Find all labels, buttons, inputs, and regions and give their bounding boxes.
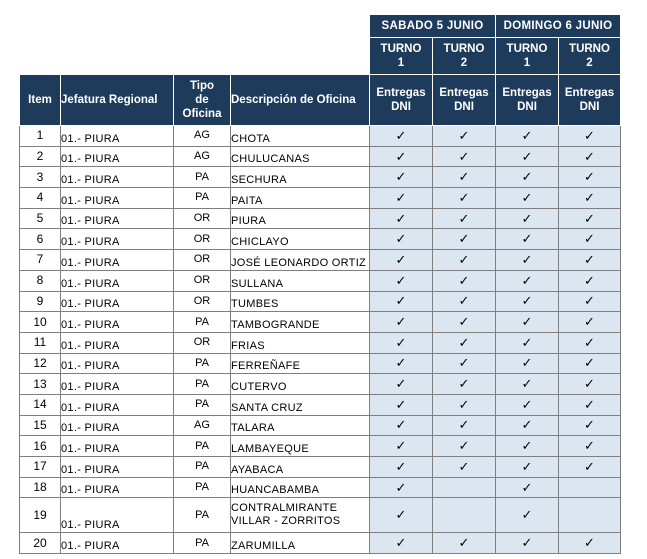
descripcion-cell: TUMBES	[231, 291, 370, 312]
check-icon: ✓	[370, 415, 433, 436]
jefatura-cell: 01.- PIURA	[61, 312, 174, 333]
check-icon: ✓	[496, 498, 559, 533]
column-header-row	[20, 75, 621, 126]
header-entregas: Entregas DNI	[433, 75, 496, 126]
table-row	[20, 250, 621, 271]
turno-header: TURNO 1	[496, 38, 559, 75]
table-row	[20, 374, 621, 395]
check-icon: ✓	[433, 188, 496, 209]
check-icon: ✓	[559, 332, 621, 353]
descripcion-cell: CUTERVO	[231, 374, 370, 395]
check-icon: ✓	[559, 312, 621, 333]
descripcion-cell: ZARUMILLA	[231, 533, 370, 554]
descripcion-cell: PIURA	[231, 208, 370, 229]
check-icon: ✓	[496, 291, 559, 312]
check-icon: ✓	[496, 270, 559, 291]
check-icon: ✓	[559, 291, 621, 312]
table-row	[20, 394, 621, 415]
check-icon: ✓	[559, 374, 621, 395]
tipo-cell: PA	[174, 533, 231, 554]
check-icon: ✓	[433, 415, 496, 436]
empty-check-cell	[433, 498, 496, 533]
jefatura-cell: 01.- PIURA	[61, 167, 174, 188]
item-number: 4	[20, 188, 61, 209]
item-number: 11	[20, 332, 61, 353]
item-number: 13	[20, 374, 61, 395]
jefatura-cell: 01.- PIURA	[61, 498, 174, 533]
check-icon: ✓	[496, 353, 559, 374]
check-icon: ✓	[559, 436, 621, 457]
header-entregas: Entregas DNI	[559, 75, 621, 126]
tipo-cell: PA	[174, 436, 231, 457]
check-icon: ✓	[433, 312, 496, 333]
check-icon: ✓	[433, 146, 496, 167]
check-icon: ✓	[433, 126, 496, 147]
table-row	[20, 457, 621, 478]
check-icon: ✓	[370, 477, 433, 498]
date-header-saturday: SABADO 5 JUNIO	[370, 15, 496, 38]
table-row	[20, 312, 621, 333]
check-icon: ✓	[496, 188, 559, 209]
jefatura-cell: 01.- PIURA	[61, 146, 174, 167]
turno-header: TURNO 1	[370, 38, 433, 75]
check-icon: ✓	[370, 457, 433, 478]
table-row	[20, 436, 621, 457]
jefatura-cell: 01.- PIURA	[61, 332, 174, 353]
table-row	[20, 415, 621, 436]
check-icon: ✓	[559, 353, 621, 374]
table-row	[20, 353, 621, 374]
table-row	[20, 208, 621, 229]
empty-check-cell	[559, 498, 621, 533]
check-icon: ✓	[370, 250, 433, 271]
check-icon: ✓	[496, 126, 559, 147]
check-icon: ✓	[496, 457, 559, 478]
jefatura-cell: 01.- PIURA	[61, 188, 174, 209]
check-icon: ✓	[496, 477, 559, 498]
descripcion-cell: FERREÑAFE	[231, 353, 370, 374]
descripcion-cell: JOSÉ LEONARDO ORTIZ	[231, 250, 370, 271]
check-icon: ✓	[370, 533, 433, 554]
check-icon: ✓	[433, 167, 496, 188]
turno-header: TURNO 2	[559, 38, 621, 75]
item-number: 19	[20, 498, 61, 533]
check-icon: ✓	[433, 374, 496, 395]
empty-check-cell	[433, 477, 496, 498]
check-icon: ✓	[496, 533, 559, 554]
check-icon: ✓	[370, 436, 433, 457]
item-number: 5	[20, 208, 61, 229]
table-row	[20, 291, 621, 312]
tipo-cell: OR	[174, 332, 231, 353]
tipo-cell: AG	[174, 146, 231, 167]
table-row	[20, 188, 621, 209]
item-number: 9	[20, 291, 61, 312]
blank-corner	[20, 38, 370, 75]
empty-check-cell	[559, 477, 621, 498]
item-number: 3	[20, 167, 61, 188]
descripcion-cell: AYABACA	[231, 457, 370, 478]
item-number: 16	[20, 436, 61, 457]
tipo-cell: PA	[174, 167, 231, 188]
jefatura-cell: 01.- PIURA	[61, 229, 174, 250]
check-icon: ✓	[496, 208, 559, 229]
check-icon: ✓	[433, 353, 496, 374]
descripcion-cell: PAITA	[231, 188, 370, 209]
check-icon: ✓	[559, 415, 621, 436]
check-icon: ✓	[559, 394, 621, 415]
tipo-cell: PA	[174, 498, 231, 533]
tipo-cell: PA	[174, 477, 231, 498]
item-number: 17	[20, 457, 61, 478]
blank-corner	[20, 15, 370, 38]
header-entregas: Entregas DNI	[496, 75, 559, 126]
check-icon: ✓	[370, 353, 433, 374]
item-number: 10	[20, 312, 61, 333]
table-row	[20, 126, 621, 147]
tipo-cell: OR	[174, 208, 231, 229]
jefatura-cell: 01.- PIURA	[61, 126, 174, 147]
table-row	[20, 477, 621, 498]
header-descripcion: Descripción de Oficina	[231, 75, 370, 126]
check-icon: ✓	[559, 188, 621, 209]
tipo-cell: PA	[174, 312, 231, 333]
check-icon: ✓	[433, 394, 496, 415]
header-entregas: Entregas DNI	[370, 75, 433, 126]
jefatura-cell: 01.- PIURA	[61, 415, 174, 436]
jefatura-cell: 01.- PIURA	[61, 291, 174, 312]
tipo-cell: AG	[174, 415, 231, 436]
check-icon: ✓	[559, 250, 621, 271]
check-icon: ✓	[559, 208, 621, 229]
jefatura-cell: 01.- PIURA	[61, 270, 174, 291]
descripcion-cell: FRIAS	[231, 332, 370, 353]
check-icon: ✓	[496, 415, 559, 436]
item-number: 12	[20, 353, 61, 374]
check-icon: ✓	[370, 498, 433, 533]
check-icon: ✓	[370, 374, 433, 395]
jefatura-cell: 01.- PIURA	[61, 374, 174, 395]
check-icon: ✓	[559, 126, 621, 147]
check-icon: ✓	[433, 533, 496, 554]
check-icon: ✓	[496, 332, 559, 353]
check-icon: ✓	[559, 167, 621, 188]
item-number: 18	[20, 477, 61, 498]
check-icon: ✓	[559, 533, 621, 554]
check-icon: ✓	[559, 457, 621, 478]
jefatura-cell: 01.- PIURA	[61, 477, 174, 498]
descripcion-cell: CHULUCANAS	[231, 146, 370, 167]
table-row	[20, 229, 621, 250]
descripcion-cell: TALARA	[231, 415, 370, 436]
jefatura-cell: 01.- PIURA	[61, 533, 174, 554]
check-icon: ✓	[370, 229, 433, 250]
table-row	[20, 533, 621, 554]
jefatura-cell: 01.- PIURA	[61, 353, 174, 374]
jefatura-cell: 01.- PIURA	[61, 436, 174, 457]
tipo-cell: OR	[174, 229, 231, 250]
check-icon: ✓	[433, 270, 496, 291]
check-icon: ✓	[496, 374, 559, 395]
check-icon: ✓	[370, 146, 433, 167]
check-icon: ✓	[370, 291, 433, 312]
header-item: Item	[20, 75, 61, 126]
check-icon: ✓	[370, 167, 433, 188]
check-icon: ✓	[496, 167, 559, 188]
check-icon: ✓	[370, 312, 433, 333]
descripcion-cell: SECHURA	[231, 167, 370, 188]
check-icon: ✓	[496, 312, 559, 333]
table-row	[20, 498, 621, 533]
item-number: 2	[20, 146, 61, 167]
check-icon: ✓	[370, 126, 433, 147]
item-number: 1	[20, 126, 61, 147]
descripcion-cell: CONTRALMIRANTE VILLAR - ZORRITOS	[231, 498, 370, 533]
check-icon: ✓	[433, 229, 496, 250]
check-icon: ✓	[496, 229, 559, 250]
header-jefatura: Jefatura Regional	[61, 75, 174, 126]
item-number: 14	[20, 394, 61, 415]
check-icon: ✓	[496, 436, 559, 457]
date-header-row	[20, 15, 621, 38]
turno-header-row	[20, 38, 621, 75]
item-number: 7	[20, 250, 61, 271]
check-icon: ✓	[433, 208, 496, 229]
descripcion-cell: CHOTA	[231, 126, 370, 147]
jefatura-cell: 01.- PIURA	[61, 250, 174, 271]
descripcion-cell: CHICLAYO	[231, 229, 370, 250]
tipo-cell: PA	[174, 353, 231, 374]
jefatura-cell: 01.- PIURA	[61, 208, 174, 229]
table-row	[20, 146, 621, 167]
table-row	[20, 270, 621, 291]
table-row	[20, 332, 621, 353]
item-number: 6	[20, 229, 61, 250]
tipo-cell: AG	[174, 126, 231, 147]
check-icon: ✓	[370, 332, 433, 353]
tipo-cell: PA	[174, 188, 231, 209]
check-icon: ✓	[559, 270, 621, 291]
check-icon: ✓	[370, 394, 433, 415]
item-number: 15	[20, 415, 61, 436]
descripcion-cell: SANTA CRUZ	[231, 394, 370, 415]
jefatura-cell: 01.- PIURA	[61, 394, 174, 415]
tipo-cell: OR	[174, 270, 231, 291]
check-icon: ✓	[496, 146, 559, 167]
check-icon: ✓	[433, 291, 496, 312]
table-row	[20, 167, 621, 188]
check-icon: ✓	[559, 146, 621, 167]
schedule-table	[19, 14, 621, 554]
check-icon: ✓	[496, 394, 559, 415]
header-tipo: Tipo de Oficina	[174, 75, 231, 126]
descripcion-cell: SULLANA	[231, 270, 370, 291]
tipo-cell: OR	[174, 250, 231, 271]
jefatura-cell: 01.- PIURA	[61, 457, 174, 478]
tipo-cell: PA	[174, 374, 231, 395]
date-header-sunday: DOMINGO 6 JUNIO	[496, 15, 621, 38]
item-number: 8	[20, 270, 61, 291]
item-number: 20	[20, 533, 61, 554]
check-icon: ✓	[370, 188, 433, 209]
check-icon: ✓	[433, 250, 496, 271]
check-icon: ✓	[370, 208, 433, 229]
check-icon: ✓	[496, 250, 559, 271]
tipo-cell: OR	[174, 291, 231, 312]
check-icon: ✓	[433, 436, 496, 457]
check-icon: ✓	[433, 332, 496, 353]
tipo-cell: PA	[174, 457, 231, 478]
tipo-cell: PA	[174, 394, 231, 415]
descripcion-cell: TAMBOGRANDE	[231, 312, 370, 333]
check-icon: ✓	[370, 270, 433, 291]
descripcion-cell: HUANCABAMBA	[231, 477, 370, 498]
descripcion-cell: LAMBAYEQUE	[231, 436, 370, 457]
check-icon: ✓	[433, 457, 496, 478]
check-icon: ✓	[559, 229, 621, 250]
turno-header: TURNO 2	[433, 38, 496, 75]
